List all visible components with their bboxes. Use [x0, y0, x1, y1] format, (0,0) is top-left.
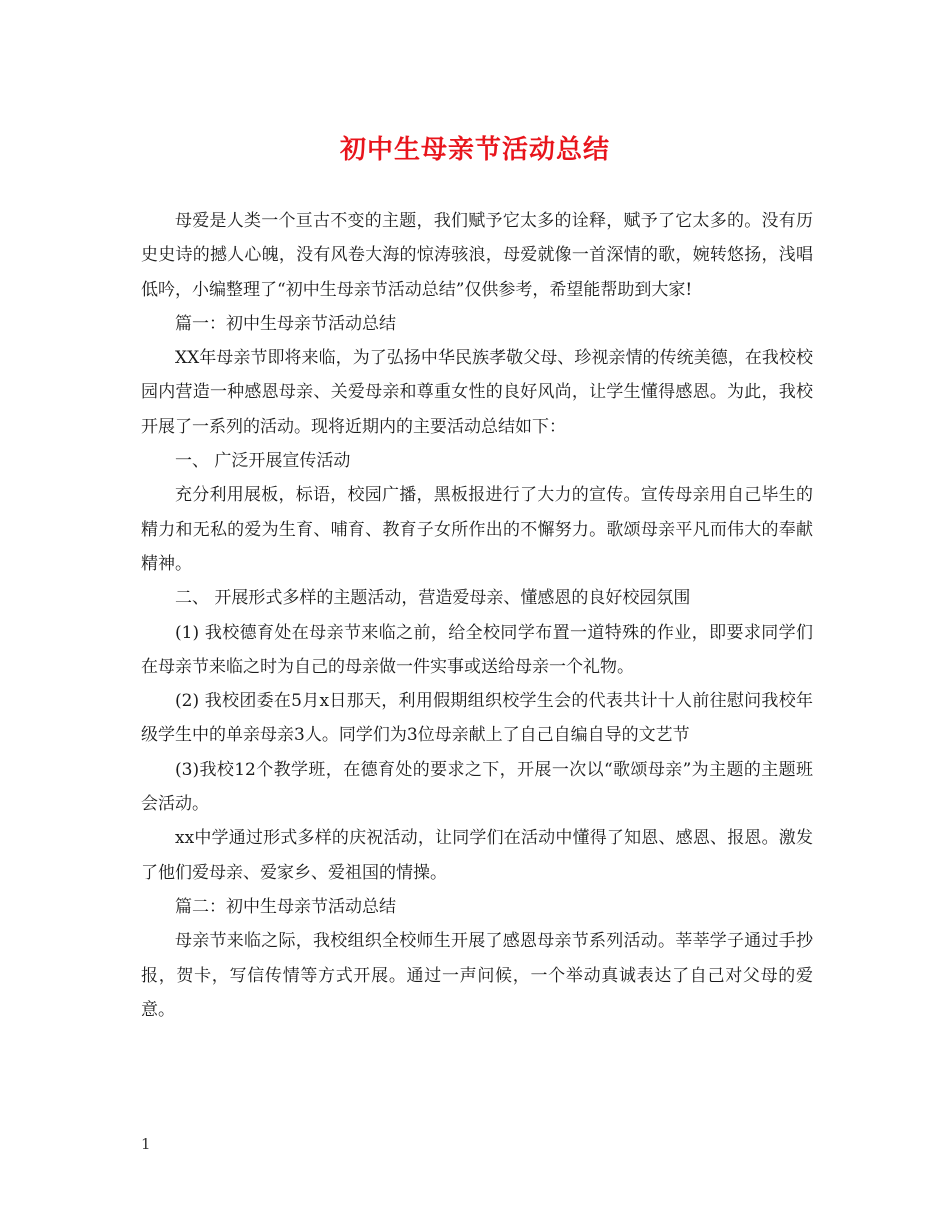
document-title: 初中生母亲节活动总结: [339, 135, 610, 165]
paragraph-list-item-2: (2) 我校团委在5月x日那天，利用假期组织校学生会的代表共计十人前往慰问我校年级学生中的单亲母亲3人。同学们为3位母亲献上了自己自编自导的文艺节: [141, 691, 813, 746]
paragraph-section-heading-2: 篇二：初中生母亲节活动总结: [175, 896, 396, 917]
paragraph: 母亲节来临之际，我校组织全校师生开展了感恩母亲节系列活动。莘莘学子通过手抄报，贺卡，写信传情等方式开展。通过一声问候，一个举动真诚表达了自己对父母的爱意。: [141, 931, 813, 1020]
document-body: [141, 204, 813, 1027]
paragraph-subheading-1: 一、 广泛开展宣传活动: [175, 451, 351, 472]
paragraph-intro: 母爱是人类一个亘古不变的主题，我们赋予它太多的诠释，赋予了它太多的。没有历史史诗的撼人心魄，没有风卷大海的惊涛骇浪，母爱就像一首深情的歌，婉转悠扬，浅唱低吟，小编整理了“初中生母亲节活动总结”仅供参考，希望能帮助到大家!: [141, 211, 813, 300]
paragraph: xx中学通过形式多样的庆祝活动，让同学们在活动中懂得了知恩、感恩、报恩。激发了他们爱母亲、爱家乡、爱祖国的情操。: [141, 828, 813, 883]
paragraph-subheading-2: 二、 开展形式多样的主题活动，营造爱母亲、懂感恩的良好校园氛围: [175, 588, 691, 609]
page-number: 1: [141, 1135, 151, 1153]
paragraph-section-heading-1: 篇一：初中生母亲节活动总结: [175, 313, 396, 334]
paragraph-list-item-3: (3)我校12个教学班，在德育处的要求之下，开展一次以“歌颂母亲”为主题的主题班会活动。: [141, 759, 813, 815]
paragraph-list-item-1: (1) 我校德育处在母亲节来临之前，给全校同学布置一道特殊的作业，即要求同学们在母亲节来临之时为自己的母亲做一件实事或送给母亲一个礼物。: [141, 622, 813, 677]
paragraph: XX年母亲节即将来临，为了弘扬中华民族孝敬父母、珍视亲情的传统美德，在我校校园内营造一种感恩母亲、关爱母亲和尊重女性的良好风尚，让学生懂得感恩。为此，我校开展了一系列的活动。现将近期内的主要活动总结如下：: [141, 348, 813, 437]
paragraph: 充分利用展板，标语，校园广播，黑板报进行了大力的宣传。宣传母亲用自己毕生的精力和无私的爱为生育、哺育、教育子女所作出的不懈努力。歌颂母亲平凡而伟大的奉献精神。: [141, 485, 813, 574]
